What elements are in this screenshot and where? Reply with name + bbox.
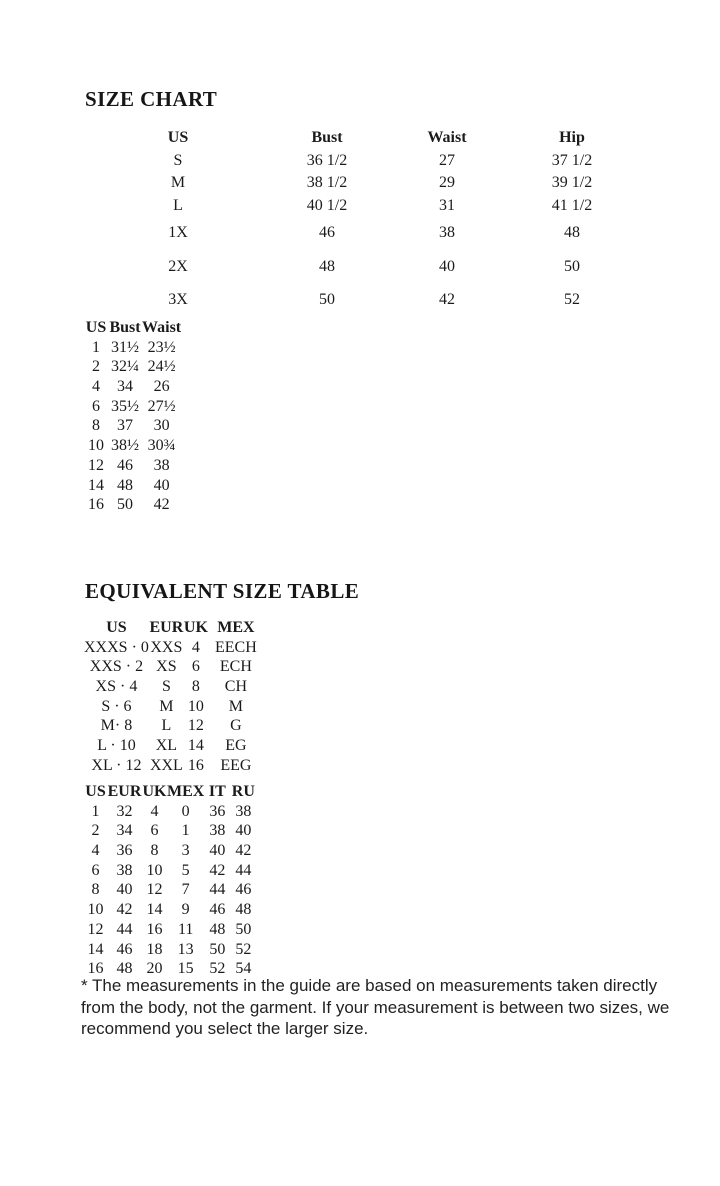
table-cell: 35½ (111, 397, 139, 415)
table-cell: 6 (150, 822, 159, 840)
table-cell: 31 (439, 196, 455, 214)
column-header: EUR (107, 783, 142, 801)
table-cell: 36 1/2 (306, 151, 348, 169)
table-cell: 46 (209, 901, 226, 919)
column-header: Waist (427, 129, 467, 147)
table-cell: L (173, 196, 183, 214)
table-cell: 14 (146, 901, 163, 919)
table-cell: 48 (319, 257, 335, 275)
table-row (84, 657, 264, 677)
table-cell: 12 (146, 881, 163, 899)
table-cell: 16 (87, 960, 104, 978)
table-row (84, 880, 256, 900)
size-chart-numeric-table (84, 318, 181, 515)
table-cell: 50 (209, 940, 226, 958)
table-cell: EECH (215, 638, 257, 656)
column-header: US (167, 129, 189, 147)
table-row (84, 697, 264, 717)
table-cell: 4 (92, 378, 100, 396)
table-row (85, 149, 633, 171)
table-cell: 10 (87, 901, 104, 919)
table-row (84, 456, 181, 476)
table-cell: M· 8 (100, 717, 133, 735)
column-header: US (85, 783, 106, 801)
table-cell: 50 (319, 291, 335, 309)
table-row (84, 377, 181, 397)
column-header: UK (183, 619, 208, 637)
table-row (84, 357, 181, 377)
table-header-row (84, 318, 181, 338)
table-cell: 34 (117, 378, 133, 396)
column-header: Hip (559, 129, 585, 147)
table-cell: 2 (91, 822, 100, 840)
table-cell: 48 (235, 901, 252, 919)
table-cell: 52 (209, 960, 226, 978)
table-cell: 37 1/2 (551, 151, 593, 169)
table-cell: 48 (116, 960, 133, 978)
table-row (85, 250, 633, 283)
table-row (84, 416, 181, 436)
table-cell: 32 (116, 802, 133, 820)
table-cell: 8 (91, 881, 100, 899)
table-cell: 40 (153, 476, 170, 494)
table-cell: 34 (116, 822, 133, 840)
column-header: Bust (109, 319, 141, 337)
table-row (84, 940, 256, 960)
table-cell: XXXS · 0 (84, 638, 149, 656)
table-cell: 50 (235, 920, 252, 938)
equivalent-numeric-table (84, 782, 256, 979)
table-cell: XXL (149, 756, 183, 774)
table-cell: 38 (209, 822, 226, 840)
table-cell: 50 (564, 257, 580, 275)
table-row (84, 436, 181, 456)
table-cell: 52 (235, 940, 252, 958)
table-cell: 12 (187, 717, 204, 735)
table-cell: M (170, 174, 186, 192)
column-header: US (106, 619, 127, 637)
table-cell: 10 (146, 861, 163, 879)
table-cell: S (161, 678, 171, 696)
table-cell: S · 6 (101, 697, 132, 715)
table-cell: 38 (439, 224, 455, 242)
table-cell: 38 (116, 861, 133, 879)
table-header-row (84, 782, 256, 802)
table-cell: 4 (91, 842, 100, 860)
table-cell: G (230, 717, 242, 735)
column-header: MEX (217, 619, 255, 637)
table-cell: 23½ (147, 338, 176, 356)
table-cell: 2 (92, 358, 100, 376)
table-cell: 16 (88, 496, 104, 514)
table-cell: 41 1/2 (551, 196, 593, 214)
table-cell: 12 (87, 920, 104, 938)
table-cell: 11 (177, 920, 194, 938)
table-cell: 26 (153, 378, 170, 396)
table-cell: 8 (191, 678, 200, 696)
table-row (84, 802, 256, 822)
table-cell: 44 (235, 861, 252, 879)
table-cell: 46 (117, 456, 133, 474)
table-row (84, 677, 264, 697)
table-row (84, 736, 264, 756)
table-row (84, 821, 256, 841)
column-header: UK (142, 783, 167, 801)
table-row (85, 172, 633, 194)
table-row (84, 476, 181, 496)
table-cell: 3X (168, 291, 188, 309)
table-cell: 44 (116, 920, 133, 938)
table-cell: 4 (150, 802, 159, 820)
table-cell: 14 (87, 940, 104, 958)
table-cell: 42 (439, 291, 455, 309)
table-cell: 24½ (147, 358, 176, 376)
table-cell: 40 (439, 257, 455, 275)
table-cell: XS (156, 658, 177, 676)
table-cell: 38 (153, 456, 170, 474)
table-cell: 7 (181, 881, 190, 899)
table-cell: L · 10 (97, 737, 136, 755)
table-cell: S (173, 151, 183, 169)
column-header: IT (208, 783, 226, 801)
table-cell: 29 (439, 174, 455, 192)
table-row (85, 217, 633, 250)
size-chart-letter-table (85, 127, 633, 317)
table-cell: ECH (219, 658, 252, 676)
table-cell: M (228, 697, 243, 715)
table-cell: 30 (153, 417, 170, 435)
table-row (84, 638, 264, 658)
table-row (85, 283, 633, 316)
table-row (84, 841, 256, 861)
table-cell: 46 (116, 940, 133, 958)
table-cell: 48 (209, 920, 226, 938)
table-cell: 3 (181, 842, 190, 860)
size-chart-heading: SIZE CHART (85, 87, 218, 111)
equivalent-letter-table (84, 618, 264, 776)
table-cell: 20 (146, 960, 163, 978)
table-cell: M (159, 697, 174, 715)
table-cell: 4 (191, 638, 200, 656)
table-cell: 40 (235, 822, 252, 840)
table-cell: 1X (168, 224, 188, 242)
table-cell: 46 (235, 881, 252, 899)
table-cell: 14 (88, 476, 104, 494)
table-cell: 40 1/2 (306, 196, 348, 214)
table-cell: XXS · 2 (89, 658, 144, 676)
table-cell: 50 (117, 496, 133, 514)
table-row (84, 756, 264, 776)
table-cell: 36 (209, 802, 226, 820)
table-cell: 8 (150, 842, 159, 860)
table-cell: 48 (117, 476, 133, 494)
table-cell: 15 (177, 960, 194, 978)
table-cell: 0 (181, 802, 190, 820)
table-cell: 10 (187, 697, 204, 715)
measurement-footnote: * The measurements in the guide are based on measurements taken directly from the body, not the garment. If your measurement is between two sizes, we recommend you select the larger size. (81, 976, 670, 1038)
table-cell: 37 (117, 417, 133, 435)
table-cell: 1 (92, 338, 100, 356)
table-cell: 38 1/2 (306, 174, 348, 192)
table-cell: 30¾ (147, 437, 176, 455)
table-cell: 39 1/2 (551, 174, 593, 192)
table-cell: 6 (92, 397, 100, 415)
table-cell: 54 (235, 960, 252, 978)
table-cell: 5 (181, 861, 190, 879)
table-cell: XL (155, 737, 178, 755)
table-row (84, 397, 181, 417)
table-cell: 16 (146, 920, 163, 938)
table-cell: 13 (177, 940, 194, 958)
table-cell: 52 (564, 291, 580, 309)
table-cell: 10 (88, 437, 104, 455)
table-cell: 16 (187, 756, 204, 774)
column-header: US (85, 319, 107, 337)
table-cell: 14 (187, 737, 204, 755)
table-cell: 27 (439, 151, 455, 169)
table-cell: EEG (220, 756, 252, 774)
table-cell: 2X (168, 257, 188, 275)
table-cell: 42 (235, 842, 252, 860)
table-cell: 46 (319, 224, 335, 242)
table-row (85, 194, 633, 216)
table-cell: CH (224, 678, 247, 696)
table-row (84, 338, 181, 358)
table-cell: EG (225, 737, 247, 755)
table-cell: XL · 12 (91, 756, 142, 774)
table-row (84, 900, 256, 920)
column-header: RU (231, 783, 255, 801)
column-header: Bust (311, 129, 343, 147)
table-cell: 42 (153, 496, 170, 514)
table-cell: 42 (209, 861, 226, 879)
table-cell: 12 (88, 456, 104, 474)
table-cell: 40 (209, 842, 226, 860)
column-header: MEX (167, 783, 205, 801)
table-cell: 1 (91, 802, 100, 820)
equivalent-size-heading: EQUIVALENT SIZE TABLE (85, 579, 360, 603)
table-cell: 48 (564, 224, 580, 242)
table-cell: 32¼ (111, 358, 139, 376)
table-cell: 9 (181, 901, 190, 919)
table-cell: 40 (116, 881, 133, 899)
table-cell: 6 (91, 861, 100, 879)
table-cell: XXS (150, 638, 183, 656)
table-cell: 27½ (147, 397, 176, 415)
table-row (84, 861, 256, 881)
table-cell: 8 (92, 417, 100, 435)
table-row (84, 495, 181, 515)
table-cell: 44 (209, 881, 226, 899)
table-cell: 1 (181, 822, 190, 840)
table-cell: 6 (191, 658, 200, 676)
table-cell: 36 (116, 842, 133, 860)
table-cell: 38 (235, 802, 252, 820)
column-header: Waist (142, 319, 182, 337)
table-cell: 18 (146, 940, 163, 958)
table-row (84, 920, 256, 940)
table-cell: XS · 4 (95, 678, 138, 696)
table-header-row (85, 127, 633, 149)
table-cell: 31½ (111, 338, 139, 356)
column-header: EUR (149, 619, 184, 637)
table-header-row (84, 618, 264, 638)
table-cell: 42 (116, 901, 133, 919)
table-cell: 38½ (111, 437, 139, 455)
table-cell: L (161, 717, 172, 735)
table-row (84, 716, 264, 736)
